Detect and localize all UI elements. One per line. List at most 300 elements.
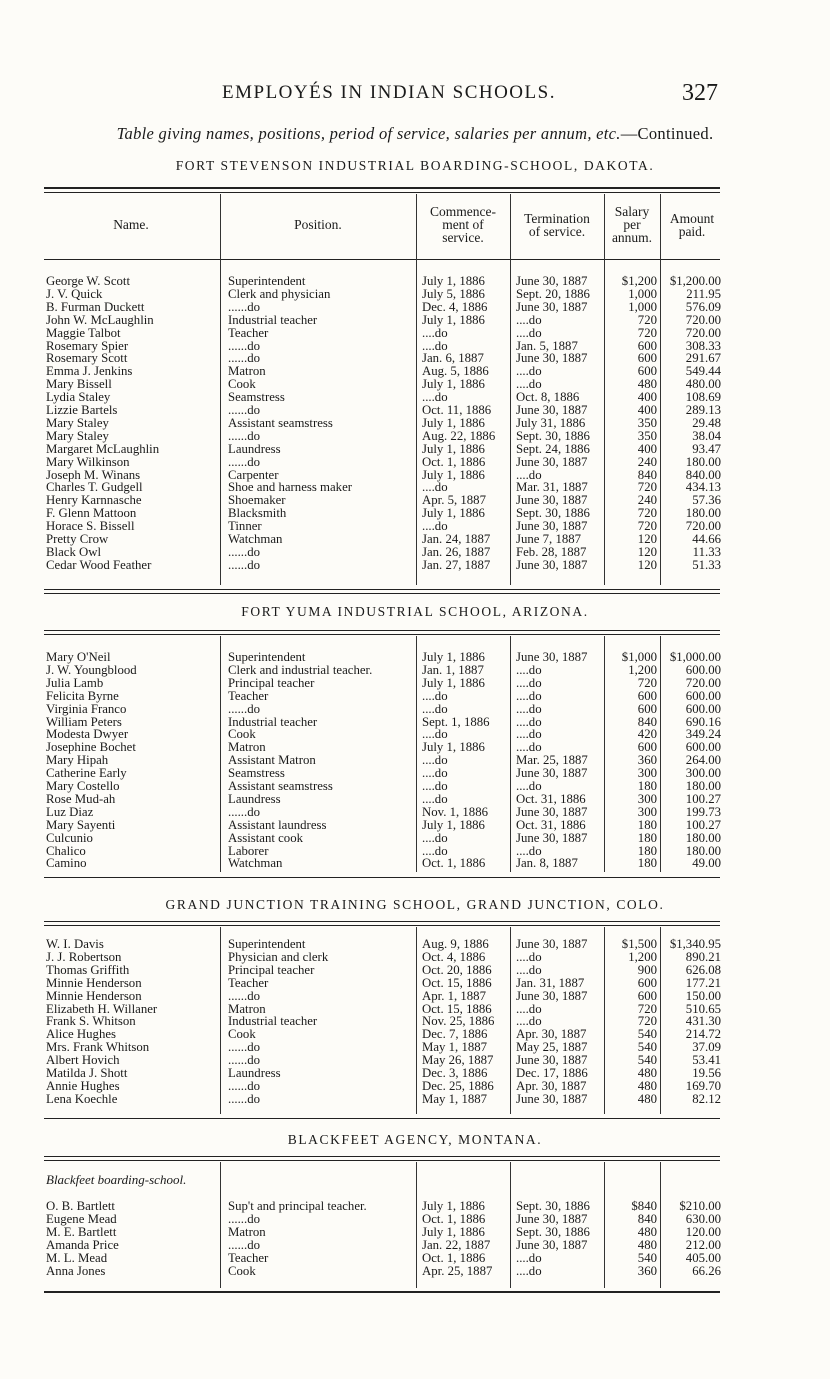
termination-date: May 25, 1887	[516, 1041, 588, 1054]
amount-paid: 51.33	[692, 559, 721, 572]
commencement-date: Nov. 1, 1886	[422, 806, 488, 819]
commencement-date: Apr. 25, 1887	[422, 1265, 493, 1278]
amount-paid: 720.00	[685, 327, 721, 340]
employee-name: Mary Staley	[46, 430, 109, 443]
employee-name: Pretty Crow	[46, 533, 109, 546]
termination-date: June 30, 1887	[516, 275, 588, 288]
termination-date: ....do	[516, 469, 542, 482]
section-top-rule-inner	[44, 634, 720, 635]
position: ......do	[228, 1093, 260, 1106]
position: Superintendent	[228, 938, 306, 951]
termination-date: ....do	[516, 703, 542, 716]
section-top-rule-inner	[44, 1160, 720, 1161]
header-salary	[604, 205, 660, 244]
termination-date: Oct. 8, 1886	[516, 391, 580, 404]
table-row	[0, 494, 830, 507]
salary: 480	[637, 1239, 657, 1252]
termination-date: ....do	[516, 677, 542, 690]
termination-date: ....do	[516, 690, 542, 703]
commencement-date: July 1, 1886	[422, 741, 485, 754]
position: Cook	[228, 1028, 256, 1041]
page-number: 327	[682, 80, 718, 106]
commencement-date: Dec. 25, 1886	[422, 1080, 494, 1093]
table-row	[0, 1015, 830, 1028]
section-title-fort-yuma: FORT YUMA INDUSTRIAL SCHOOL, ARIZONA.	[241, 604, 589, 619]
position: Teacher	[228, 690, 269, 703]
salary: 720	[637, 1003, 657, 1016]
commencement-date: ....do	[422, 327, 448, 340]
position: Cook	[228, 728, 256, 741]
amount-paid: $1,000.00	[669, 651, 721, 664]
table-row	[0, 832, 830, 845]
amount-paid: 212.00	[685, 1239, 721, 1252]
position: ......do	[228, 1054, 260, 1067]
termination-date: ....do	[516, 1015, 542, 1028]
termination-date: June 30, 1887	[516, 806, 588, 819]
commencement-date: July 1, 1886	[422, 651, 485, 664]
commencement-date: Sept. 1, 1886	[422, 716, 490, 729]
salary: 540	[637, 1041, 657, 1054]
commencement-date: ....do	[422, 391, 448, 404]
position: Seamstress	[228, 767, 285, 780]
commencement-date: July 1, 1886	[422, 507, 485, 520]
table-row	[0, 938, 830, 951]
header-salary-line1: Salary	[614, 204, 650, 219]
commencement-date: ....do	[422, 520, 448, 533]
section-end-rule	[44, 589, 720, 590]
commencement-date: Aug. 22, 1886	[422, 430, 496, 443]
employee-name: William Peters	[46, 716, 122, 729]
commencement-date: Jan. 22, 1887	[422, 1239, 491, 1252]
employee-name: Mary Staley	[46, 417, 109, 430]
table-row	[0, 951, 830, 964]
amount-paid: 626.08	[685, 964, 721, 977]
position: ......do	[228, 1239, 260, 1252]
amount-paid: 180.00	[685, 845, 721, 858]
table-row	[0, 378, 830, 391]
employee-name: Mary O'Neil	[46, 651, 111, 664]
employee-name: Lydia Staley	[46, 391, 111, 404]
header-position: Position.	[294, 217, 342, 232]
header-termination-line2: of service.	[528, 224, 586, 239]
position: Matron	[228, 365, 266, 378]
employee-name: M. E. Bartlett	[46, 1226, 117, 1239]
position: Physician and clerk	[228, 951, 329, 964]
employee-name: Henry Karnnasche	[46, 494, 142, 507]
termination-date: Sept. 30, 1886	[516, 1226, 590, 1239]
termination-date: Apr. 30, 1887	[516, 1028, 587, 1041]
commencement-date: Oct. 1, 1886	[422, 1213, 486, 1226]
commencement-date: Oct. 1, 1886	[422, 456, 486, 469]
termination-date: ....do	[516, 314, 542, 327]
amount-paid: 720.00	[685, 677, 721, 690]
employee-name: Lizzie Bartels	[46, 404, 118, 417]
salary: 720	[637, 677, 657, 690]
commencement-date: July 1, 1886	[422, 677, 485, 690]
caption-text: Table giving names, positions, period of service, salaries per annum, etc.	[116, 124, 621, 143]
position: Industrial teacher	[228, 314, 318, 327]
salary: 1,000	[628, 288, 657, 301]
termination-date: Sept. 30, 1886	[516, 430, 590, 443]
amount-paid: 720.00	[685, 520, 721, 533]
termination-date: June 30, 1887	[516, 301, 588, 314]
salary: 840	[637, 716, 657, 729]
header-name: Name.	[113, 217, 149, 232]
position: ......do	[228, 1041, 260, 1054]
header-termination	[510, 212, 604, 238]
table-row	[0, 288, 830, 301]
salary: 720	[637, 1015, 657, 1028]
salary: 420	[637, 728, 657, 741]
table-row	[0, 481, 830, 494]
position: Assistant Matron	[228, 754, 316, 767]
salary: 840	[637, 1213, 657, 1226]
amount-paid: 177.21	[685, 977, 721, 990]
position: ......do	[228, 1213, 260, 1226]
commencement-date: July 1, 1886	[422, 417, 485, 430]
header-commencement-line2: ment of	[442, 217, 484, 232]
termination-date: ....do	[516, 845, 542, 858]
page-title: EMPLOYÉS IN INDIAN SCHOOLS.	[222, 82, 556, 103]
amount-paid: 890.21	[685, 951, 721, 964]
table-row	[0, 533, 830, 546]
position: Teacher	[228, 327, 269, 340]
employee-name: Mary Sayenti	[46, 819, 116, 832]
amount-paid: 57.36	[692, 494, 721, 507]
termination-date: June 30, 1887	[516, 494, 588, 507]
table-row	[0, 1226, 830, 1239]
amount-paid: 690.16	[685, 716, 721, 729]
caption-continued: —Continued.	[620, 124, 714, 143]
termination-date: ....do	[516, 964, 542, 977]
table-row	[0, 1028, 830, 1041]
position: Laundress	[228, 793, 281, 806]
salary: 350	[637, 417, 657, 430]
commencement-date: ....do	[422, 754, 448, 767]
amount-paid: 720.00	[685, 314, 721, 327]
position: Shoemaker	[228, 494, 286, 507]
employee-name: Chalico	[46, 845, 86, 858]
termination-date: ....do	[516, 327, 542, 340]
commencement-date: July 1, 1886	[422, 469, 485, 482]
section-top-rule-inner	[44, 925, 720, 926]
table-row	[0, 327, 830, 340]
employee-name: Maggie Talbot	[46, 327, 121, 340]
table-row	[0, 1252, 830, 1265]
employee-name: B. Furman Duckett	[46, 301, 145, 314]
table-row	[0, 819, 830, 832]
salary: 1,200	[628, 951, 657, 964]
salary: $1,500	[621, 938, 657, 951]
commencement-date: May 1, 1887	[422, 1041, 488, 1054]
position: ......do	[228, 340, 260, 353]
amount-paid: 349.24	[685, 728, 721, 741]
section-end-rule	[44, 877, 720, 878]
termination-date: June 30, 1887	[516, 1213, 588, 1226]
termination-date: ....do	[516, 780, 542, 793]
amount-paid: 289.13	[685, 404, 721, 417]
position: Matron	[228, 1226, 266, 1239]
salary: 720	[637, 481, 657, 494]
salary: 720	[637, 507, 657, 520]
commencement-date: Dec. 7, 1886	[422, 1028, 488, 1041]
employee-name: Rosemary Scott	[46, 352, 128, 365]
amount-paid: 264.00	[685, 754, 721, 767]
amount-paid: $1,340.95	[669, 938, 721, 951]
commencement-date: July 1, 1886	[422, 819, 485, 832]
position: ......do	[228, 1080, 260, 1093]
commencement-date: ....do	[422, 832, 448, 845]
commencement-date: Jan. 26, 1887	[422, 546, 491, 559]
termination-date: ....do	[516, 741, 542, 754]
table-row	[0, 314, 830, 327]
employee-name: Joseph M. Winans	[46, 469, 141, 482]
table-row	[0, 1239, 830, 1252]
header-termination-line1: Termination	[524, 211, 590, 226]
salary: $1,200	[621, 275, 657, 288]
employee-name: Horace S. Bissell	[46, 520, 135, 533]
termination-date: Sept. 24, 1886	[516, 443, 590, 456]
position: Laundress	[228, 443, 281, 456]
table-row	[0, 404, 830, 417]
table-row	[0, 767, 830, 780]
termination-date: June 30, 1887	[516, 651, 588, 664]
termination-date: ....do	[516, 664, 542, 677]
position: ......do	[228, 546, 260, 559]
commencement-date: Aug. 5, 1886	[422, 365, 489, 378]
salary: 600	[637, 703, 657, 716]
position: Superintendent	[228, 275, 306, 288]
employee-name: Cedar Wood Feather	[46, 559, 152, 572]
position: ......do	[228, 352, 260, 365]
amount-paid: 150.00	[685, 990, 721, 1003]
section-top-rule	[44, 1156, 720, 1157]
position: Clerk and industrial teacher.	[228, 664, 373, 677]
table-row	[0, 1067, 830, 1080]
employee-name: W. I. Davis	[46, 938, 104, 951]
salary: 350	[637, 430, 657, 443]
amount-paid: 49.00	[692, 857, 721, 870]
position: Tinner	[228, 520, 262, 533]
position: Matron	[228, 1003, 266, 1016]
salary: $840	[631, 1200, 657, 1213]
table-row	[0, 977, 830, 990]
commencement-date: July 5, 1886	[422, 288, 485, 301]
amount-paid: 480.00	[685, 378, 721, 391]
amount-paid: 308.33	[685, 340, 721, 353]
position: ......do	[228, 404, 260, 417]
amount-paid: 169.70	[685, 1080, 721, 1093]
table-row	[0, 754, 830, 767]
table-row	[0, 1213, 830, 1226]
table-row	[0, 664, 830, 677]
amount-paid: 549.44	[685, 365, 721, 378]
commencement-date: Jan. 24, 1887	[422, 533, 491, 546]
position: Shoe and harness maker	[228, 481, 353, 494]
section-top-rule	[44, 921, 720, 922]
employee-name: Minnie Henderson	[46, 990, 142, 1003]
table-row	[0, 703, 830, 716]
amount-paid: 214.72	[685, 1028, 721, 1041]
amount-paid: 840.00	[685, 469, 721, 482]
commencement-date: July 1, 1886	[422, 443, 485, 456]
table-row	[0, 677, 830, 690]
commencement-date: Apr. 1, 1887	[422, 990, 486, 1003]
amount-paid: 120.00	[685, 1226, 721, 1239]
salary: 600	[637, 690, 657, 703]
commencement-date: Oct. 15, 1886	[422, 1003, 492, 1016]
amount-paid: 600.00	[685, 741, 721, 754]
section-top-rule	[44, 630, 720, 631]
commencement-date: ....do	[422, 767, 448, 780]
salary: 120	[637, 559, 657, 572]
termination-date: ....do	[516, 951, 542, 964]
amount-paid: $210.00	[679, 1200, 721, 1213]
salary: 300	[637, 806, 657, 819]
termination-date: June 30, 1887	[516, 1054, 588, 1067]
header-salary-line3: annum.	[611, 230, 653, 245]
salary: 900	[637, 964, 657, 977]
termination-date: Sept. 30, 1886	[516, 1200, 590, 1213]
salary: 180	[637, 832, 657, 845]
amount-paid: 291.67	[685, 352, 721, 365]
table-row	[0, 690, 830, 703]
position: ......do	[228, 806, 260, 819]
termination-date: June 30, 1887	[516, 520, 588, 533]
salary: 600	[637, 352, 657, 365]
section-end-rule-inner	[44, 593, 720, 594]
termination-date: ....do	[516, 378, 542, 391]
table-row	[0, 417, 830, 430]
commencement-date: Oct. 1, 1886	[422, 857, 486, 870]
table-row	[0, 365, 830, 378]
position: Laundress	[228, 1067, 281, 1080]
commencement-date: Jan. 1, 1887	[422, 664, 484, 677]
employee-name: Felicita Byrne	[46, 690, 119, 703]
amount-paid: 53.41	[692, 1054, 721, 1067]
amount-paid: 180.00	[685, 456, 721, 469]
header-amount-line1: Amount	[669, 211, 715, 226]
salary: 400	[637, 443, 657, 456]
salary: 600	[637, 741, 657, 754]
commencement-date: Nov. 25, 1886	[422, 1015, 495, 1028]
salary: 240	[637, 456, 657, 469]
salary: 540	[637, 1054, 657, 1067]
amount-paid: 510.65	[685, 1003, 721, 1016]
amount-paid: 66.26	[692, 1265, 721, 1278]
termination-date: Feb. 28, 1887	[516, 546, 587, 559]
employee-name: Catherine Early	[46, 767, 127, 780]
employee-name: Frank S. Whitson	[46, 1015, 136, 1028]
salary: $1,000	[621, 651, 657, 664]
termination-date: ....do	[516, 1003, 542, 1016]
termination-date: Jan. 31, 1887	[516, 977, 585, 990]
salary: 360	[637, 754, 657, 767]
commencement-date: ....do	[422, 703, 448, 716]
salary: 600	[637, 340, 657, 353]
employee-name: M. L. Mead	[46, 1252, 108, 1265]
section-title-grand-junction: GRAND JUNCTION TRAINING SCHOOL, GRAND JUNCTION, COLO.	[165, 897, 665, 912]
employee-name: Mary Bissell	[46, 378, 112, 391]
amount-paid: 630.00	[685, 1213, 721, 1226]
amount-paid: 199.73	[685, 806, 721, 819]
employee-name: Matilda J. Shott	[46, 1067, 128, 1080]
amount-paid: 108.69	[685, 391, 721, 404]
commencement-date: Dec. 3, 1886	[422, 1067, 488, 1080]
termination-date: Oct. 31, 1886	[516, 793, 586, 806]
table-row	[0, 728, 830, 741]
table-row	[0, 1054, 830, 1067]
header-commencement-line3: service.	[442, 230, 484, 245]
amount-paid: 600.00	[685, 664, 721, 677]
position: Teacher	[228, 977, 269, 990]
table-top-rule-inner	[44, 192, 720, 193]
termination-date: Jan. 8, 1887	[516, 857, 578, 870]
position: Superintendent	[228, 651, 306, 664]
amount-paid: 405.00	[685, 1252, 721, 1265]
commencement-date: Jan. 27, 1887	[422, 559, 491, 572]
section-end-rule	[44, 1118, 720, 1119]
header-commencement-line1: Commence-	[430, 204, 496, 219]
position: Assistant seamstress	[228, 780, 333, 793]
header-commencement	[416, 205, 510, 244]
table-top-rule	[44, 187, 720, 189]
employee-name: John W. McLaughlin	[46, 314, 154, 327]
commencement-date: ....do	[422, 793, 448, 806]
position: Principal teacher	[228, 964, 315, 977]
table-row	[0, 352, 830, 365]
employee-name: J. W. Youngblood	[46, 664, 137, 677]
table-row	[0, 793, 830, 806]
salary: 180	[637, 845, 657, 858]
salary: 720	[637, 327, 657, 340]
table-row	[0, 546, 830, 559]
salary: 540	[637, 1252, 657, 1265]
termination-date: June 30, 1887	[516, 832, 588, 845]
amount-paid: 434.13	[685, 481, 721, 494]
table-row	[0, 1265, 830, 1278]
table-row	[0, 857, 830, 870]
salary: 180	[637, 819, 657, 832]
header-bottom-rule	[44, 259, 720, 260]
salary: 180	[637, 857, 657, 870]
amount-paid: 11.33	[692, 546, 721, 559]
salary: 600	[637, 977, 657, 990]
employee-name: Mary Costello	[46, 780, 120, 793]
table-row	[0, 430, 830, 443]
salary: 360	[637, 1265, 657, 1278]
termination-date: July 31, 1886	[516, 417, 586, 430]
amount-paid: 19.56	[692, 1067, 721, 1080]
position: Laborer	[228, 845, 269, 858]
salary: 400	[637, 391, 657, 404]
table-row	[0, 456, 830, 469]
amount-paid: 100.27	[685, 819, 721, 832]
employee-name: Alice Hughes	[46, 1028, 117, 1041]
salary: 120	[637, 533, 657, 546]
table-row	[0, 301, 830, 314]
employee-name: Minnie Henderson	[46, 977, 142, 990]
termination-date: June 30, 1887	[516, 456, 588, 469]
section-title-fort-stevenson: FORT STEVENSON INDUSTRIAL BOARDING-SCHOOL, DAKOTA.	[175, 158, 655, 173]
position: Assistant laundress	[228, 819, 327, 832]
termination-date: June 30, 1887	[516, 1239, 588, 1252]
amount-paid: 37.09	[692, 1041, 721, 1054]
position: Industrial teacher	[228, 716, 318, 729]
employee-name: J. J. Robertson	[46, 951, 122, 964]
header-amount-line2: paid.	[678, 224, 706, 239]
position: Watchman	[228, 533, 283, 546]
